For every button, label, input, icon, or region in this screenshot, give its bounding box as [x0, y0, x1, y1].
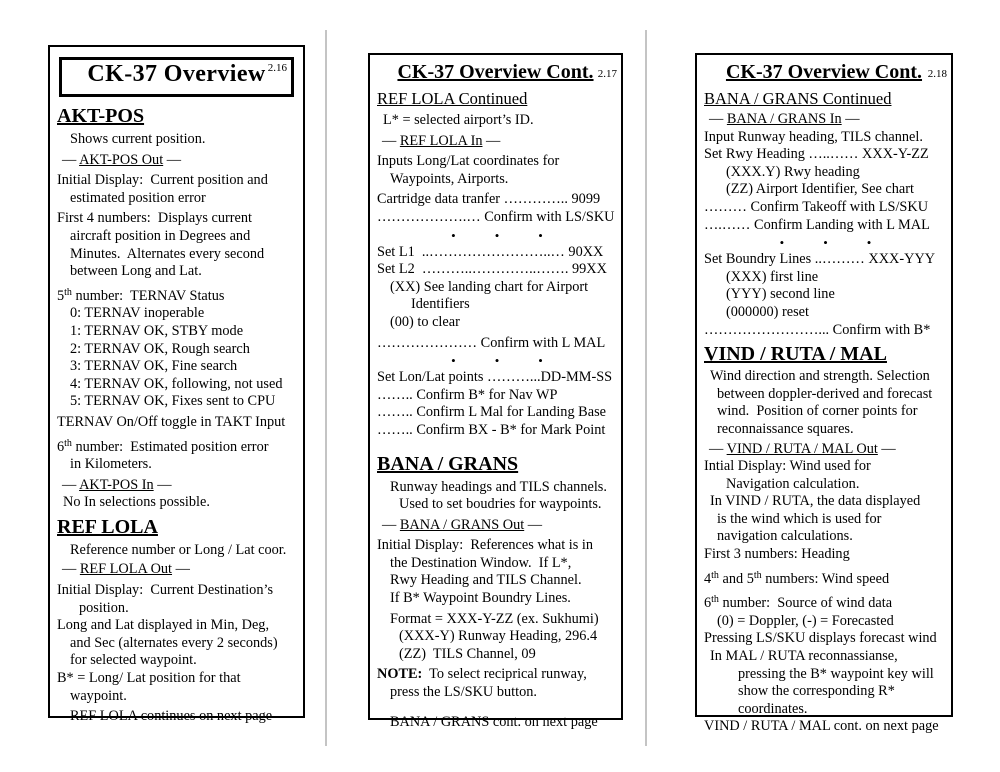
text-line: (XX) See landing chart for Airport [390, 278, 589, 295]
text-line: the Destination Window. If L*, [390, 554, 572, 571]
text-line: (YYY) second line [726, 286, 835, 303]
text-line: 2: TERNAV OK, Rough search [70, 340, 250, 357]
page-title: CK-37 Overview [87, 61, 266, 87]
text-line: ……………………... Confirm with B* [704, 321, 931, 338]
page-number: 2.17 [597, 68, 617, 80]
text-line: Navigation calculation. [726, 475, 860, 492]
inout-header: — BANA / GRANS Out — [382, 516, 543, 533]
panel-body [50, 100, 303, 726]
text-line: In MAL / RUTA reconnassianse, [710, 648, 898, 665]
section-header: BANA / GRANS [377, 452, 519, 475]
text-line: B* = Long/ Lat position for that [57, 670, 241, 687]
text-line: is the wind which is used for [717, 510, 882, 527]
text-line: Intial Display: Wind used for [704, 458, 871, 475]
text-line: 5: TERNAV OK, Fixes sent to CPU [70, 393, 276, 410]
text-line: 4: TERNAV OK, following, not used [70, 375, 283, 392]
text-line: Set Boundry Lines ..……… XXX-YYY [704, 251, 936, 268]
text-line: Waypoints, Airports. [390, 170, 509, 187]
text-line: Shows current position. [70, 131, 206, 147]
text-line: (XXX) first line [726, 268, 819, 285]
fold-divider-right [645, 30, 647, 746]
text-line: between Long and Lat. [70, 263, 202, 280]
bullet-separator: • • • [451, 353, 543, 369]
subsection-header: BANA / GRANS Continued [704, 89, 892, 108]
text-line: coordinates. [738, 700, 808, 717]
text-line: 1: TERNAV OK, STBY mode [70, 322, 244, 339]
page-title: CK-37 Overview Cont. [397, 61, 594, 83]
text-line: (XXX-Y) Runway Heading, 296.4 [399, 628, 598, 645]
panel-body [370, 86, 621, 731]
text-line: L* = selected airport’s ID. [383, 112, 534, 128]
text-line: ………………… Confirm with L MAL [377, 334, 606, 351]
text-line: pressing the B* waypoint key will [738, 665, 934, 682]
page-title: CK-37 Overview Cont. [725, 61, 923, 83]
text-line: position. [79, 599, 129, 616]
text-line: waypoint. [70, 687, 127, 704]
bullet-separator: • • • [451, 227, 543, 243]
text-line: Rwy Heading and TILS Channel. [390, 572, 582, 589]
text-line: ….…… Confirm Landing with L MAL [704, 216, 930, 233]
inout-header: — AKT-POS Out — [62, 151, 182, 168]
text-line: 6th number: Estimated position error [57, 437, 269, 455]
text-line: (0) = Doppler, (-) = Forecasted [717, 612, 894, 629]
text-line: (00) to clear [390, 313, 460, 330]
text-line: 6th number: Source of wind data [704, 594, 893, 612]
text-line: (ZZ) Airport Identifier, See chart [726, 181, 914, 198]
text-line: ……………….… Confirm with LS/SKU [377, 208, 615, 225]
text-line: No In selections possible. [63, 494, 210, 511]
text-line: for selected waypoint. [70, 652, 197, 669]
page-title-box [59, 57, 294, 97]
text-line: estimated position error [70, 189, 206, 206]
text-line: …….. Confirm L Mal for Landing Base [377, 404, 606, 421]
text-line: wind. Position of corner points for [717, 403, 918, 420]
text-line: in Kilometers. [70, 456, 152, 473]
text-line: Set Lon/Lat points ………...DD-MM-SS [377, 369, 613, 386]
text-line: between doppler-derived and forecast [717, 385, 933, 402]
text-line: Initial Display: References what is in [377, 537, 593, 554]
page-title-row [697, 60, 951, 86]
inout-header: — REF LOLA In — [382, 132, 501, 149]
inout-header: — BANA / GRANS In — [709, 111, 860, 127]
section-header: AKT-POS [57, 105, 145, 127]
text-line: Input Runway heading, TILS channel. [704, 128, 923, 145]
panel-2-16 [48, 45, 305, 725]
page-title-row [370, 60, 621, 86]
page-number: 2.16 [267, 62, 287, 74]
text-line: (ZZ) TILS Channel, 09 [399, 645, 536, 662]
text-line: Wind direction and strength. Selection [710, 368, 930, 385]
text-line: reconnaissance squares. [717, 420, 854, 437]
text-line: First 4 numbers: Displays current [57, 210, 252, 227]
text-line: Identifiers [411, 296, 470, 313]
text-line: navigation calculations. [717, 528, 853, 545]
page-number: 2.18 [927, 68, 947, 80]
note-line: NOTE: To select reciprical runway, [377, 666, 587, 683]
text-line: …….. Confirm BX - B* for Mark Point [377, 421, 606, 438]
bullet-separator: • • • [779, 235, 872, 251]
text-line: Cartridge data tranfer ………….. 9099 [377, 191, 601, 208]
panel-body [697, 86, 951, 736]
text-line: Set L1 ..……………………..… 90XX [377, 243, 604, 260]
text-line: Minutes. Alternates every second [70, 245, 265, 262]
text-line: Long and Lat displayed in Min, Deg, [57, 617, 270, 634]
text-line: …….. Confirm B* for Nav WP [377, 386, 558, 403]
text-line: 4th and 5th numbers: Wind speed [704, 569, 890, 587]
text-line: show the corresponding R* [738, 683, 895, 700]
inout-header: — AKT-POS In — [62, 476, 172, 493]
subsection-header: REF LOLA Continued [377, 89, 528, 108]
section-header: REF LOLA [57, 515, 158, 538]
text-line: press the LS/SKU button. [390, 684, 537, 701]
text-line: (000000) reset [726, 303, 809, 320]
text-line: Used to set boudries for waypoints. [399, 496, 602, 513]
text-line: Reference number or Long / Lat coor. [70, 541, 287, 558]
text-line: and Sec (alternates every 2 seconds) [70, 634, 278, 651]
text-line: ……… Confirm Takeoff with LS/SKU [704, 198, 929, 215]
inout-header: — VIND / RUTA / MAL Out — [709, 440, 896, 457]
text-line: Set Rwy Heading …..…… XXX-Y-ZZ [704, 146, 929, 163]
text-line: Initial Display: Current Destination’s [57, 582, 274, 599]
panel-2-18 [695, 53, 953, 735]
text-line: 3: TERNAV OK, Fine search [70, 358, 238, 375]
text-line: In VIND / RUTA, the data displayed [710, 493, 921, 510]
text-line: VIND / RUTA / MAL cont. on next page [704, 718, 939, 735]
text-line: Initial Display: Current position and [57, 172, 268, 189]
text-line: Runway headings and TILS channels. [390, 478, 607, 495]
text-line: TERNAV On/Off toggle in TAKT Input [57, 413, 286, 430]
fold-divider-left [325, 30, 327, 746]
text-line: 5th number: TERNAV Status [57, 286, 225, 304]
text-line: aircraft position in Degrees and [70, 227, 251, 244]
inout-header: — REF LOLA Out — [62, 561, 190, 578]
panel-2-17 [368, 53, 623, 730]
text-line: BANA / GRANS cont. on next page [390, 713, 598, 730]
text-line: 0: TERNAV inoperable [70, 305, 205, 322]
text-line: Pressing LS/SKU displays forecast wind [704, 630, 937, 647]
text-line: If B* Waypoint Boundry Lines. [390, 590, 571, 607]
text-line: REF LOLA continues on next page [70, 708, 273, 725]
text-line: First 3 numbers: Heading [704, 546, 850, 563]
text-line: (XXX.Y) Rwy heading [726, 163, 860, 180]
text-line: Format = XXX-Y-ZZ (ex. Sukhumi) [390, 610, 599, 627]
text-line: Inputs Long/Lat coordinates for [377, 153, 560, 170]
text-line: Set L2 ………..…………..……. 99XX [377, 261, 607, 278]
section-header: VIND / RUTA / MAL [704, 343, 887, 366]
